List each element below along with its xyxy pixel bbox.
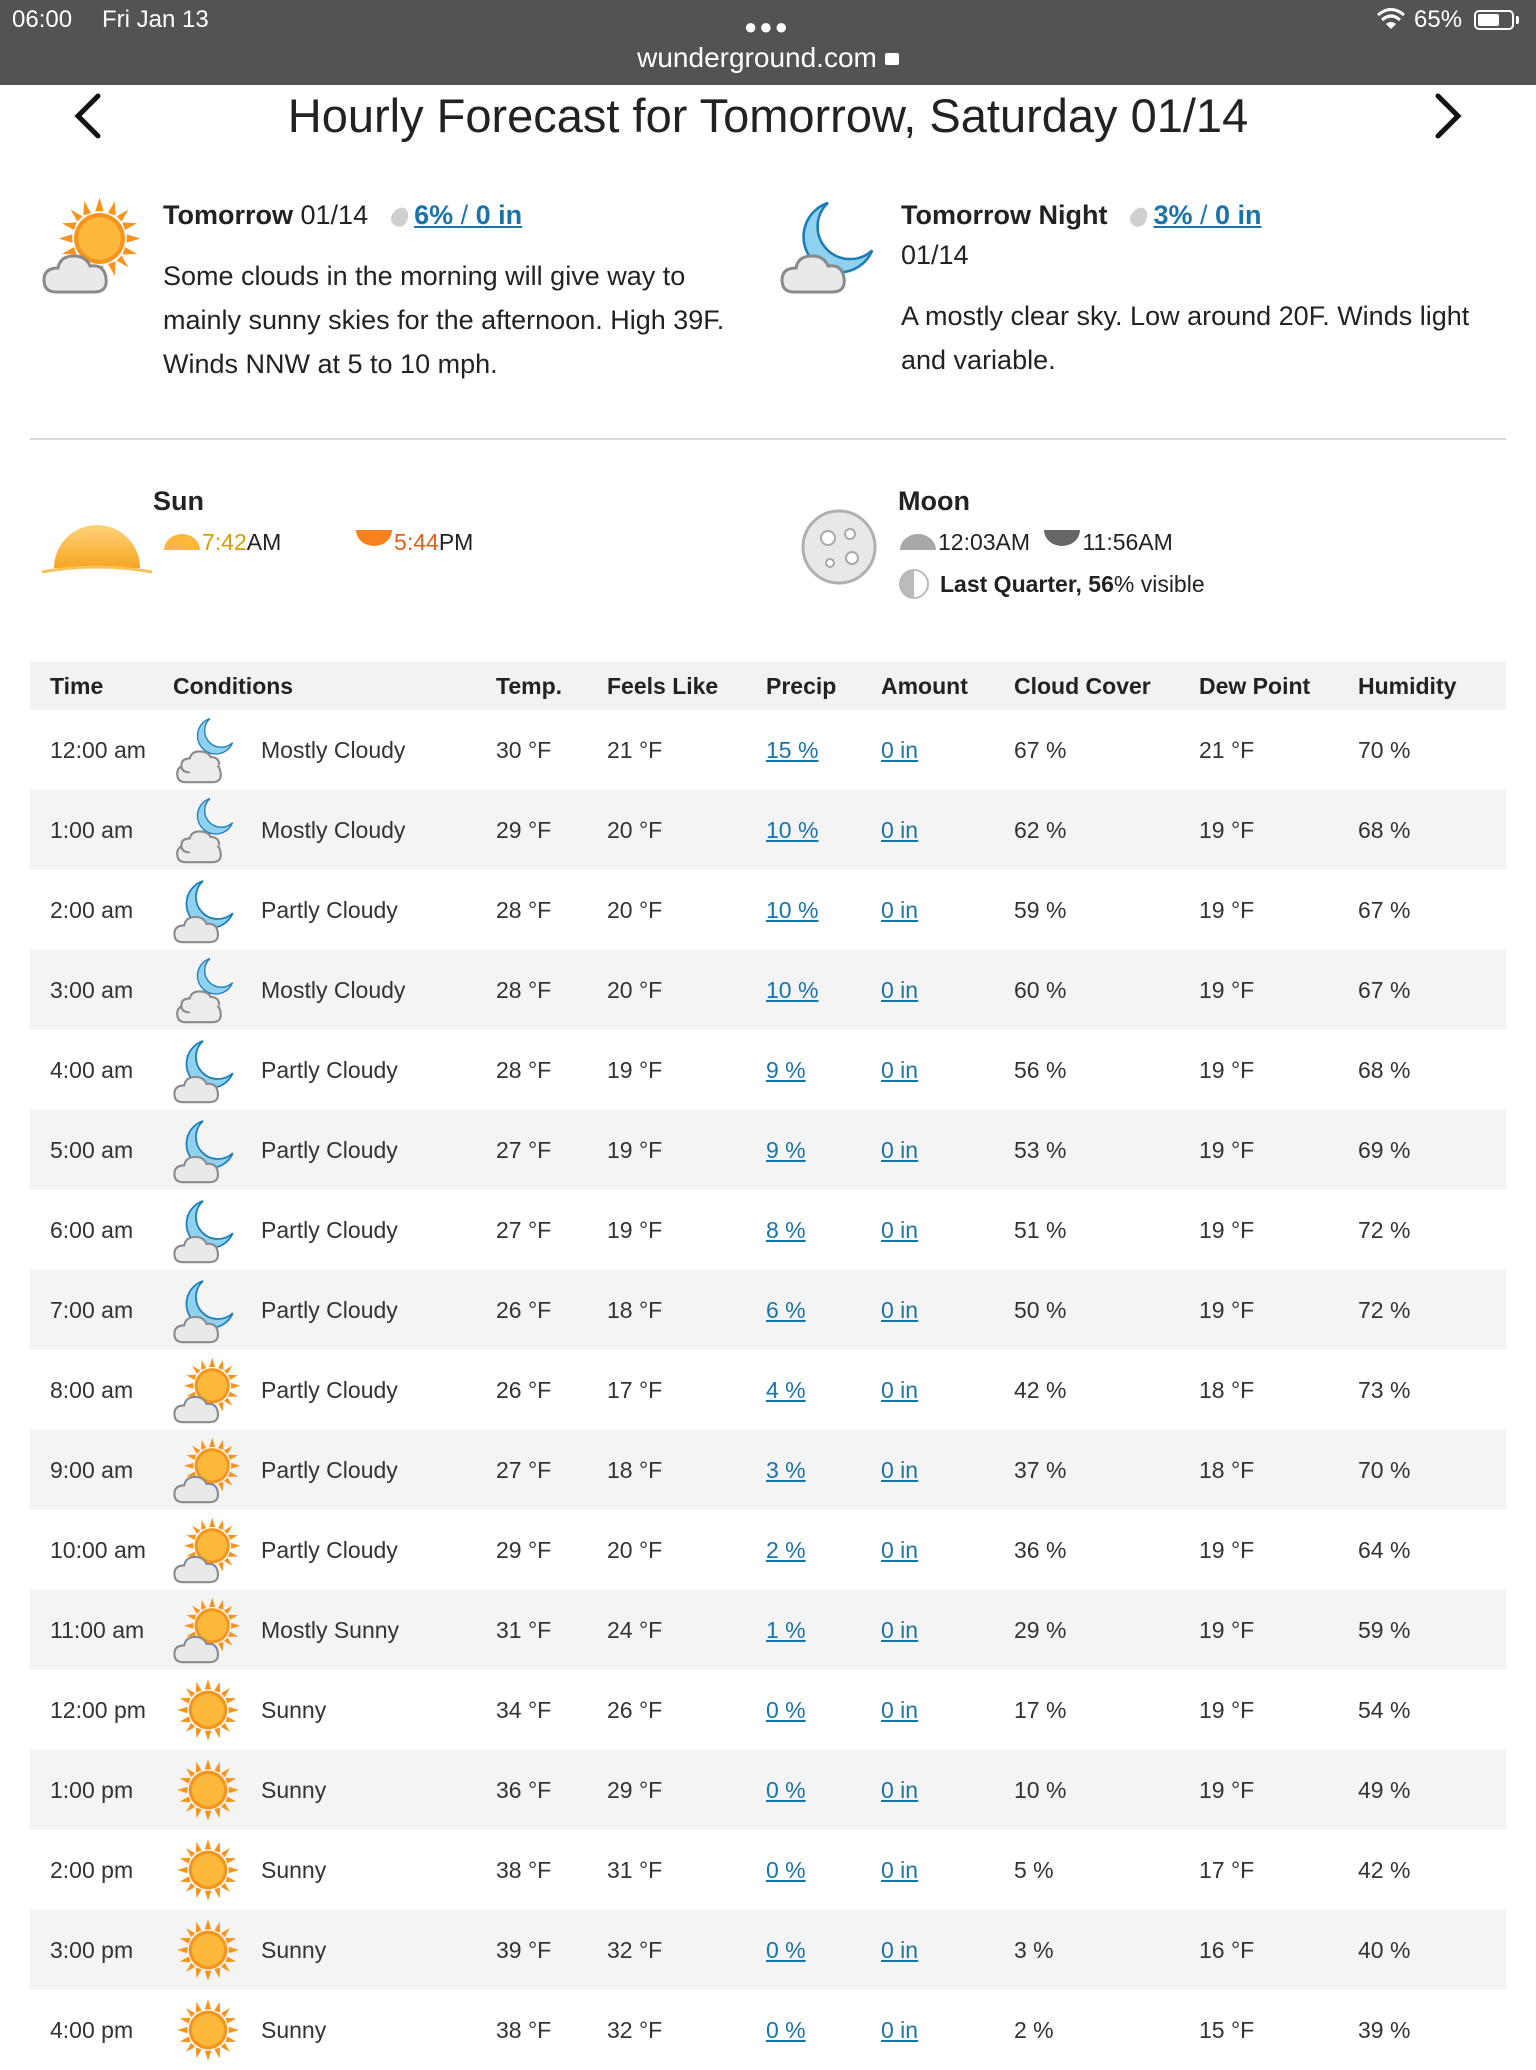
precip-cell: [766, 1270, 881, 1350]
table-row: [30, 1990, 1506, 2070]
conditions-cell: [173, 1910, 496, 1990]
temp-cell: 34 °F: [496, 1696, 552, 1723]
day-precip-link[interactable]: 6% / 0 in: [414, 200, 523, 230]
dew-point-cell: 18 °F: [1199, 1430, 1358, 1510]
conditions-cell: [173, 1190, 496, 1270]
partly-cloudy-night-icon: [173, 1115, 243, 1185]
temp-cell: 30 °F: [496, 736, 552, 763]
sunset-horizon-icon: [40, 520, 154, 574]
temp-cell: 31 °F: [496, 1590, 607, 1670]
conditions-cell: [173, 710, 496, 790]
page-title: Hourly Forecast for Tomorrow, Saturday 01/14: [287, 89, 1249, 142]
cloud-cover-cell: 62 %: [1014, 790, 1199, 870]
amount-cell: [881, 1430, 1014, 1510]
sunny-icon: [173, 1915, 243, 1985]
cloud-cover-cell: 60 %: [1014, 950, 1199, 1030]
night-date: 01/14: [901, 240, 969, 270]
temp-cell: 28 °F: [496, 1056, 552, 1083]
conditions-cell: [173, 950, 496, 1030]
dew-point-cell: 19 °F: [1199, 1110, 1358, 1190]
feels-like-cell: 24 °F: [607, 1590, 766, 1670]
cloud-cover-cell: 2 %: [1014, 2016, 1054, 2043]
conditions-cell: [173, 870, 496, 950]
cloud-cover-cell: 53 %: [1014, 1110, 1199, 1190]
table-row: [30, 1110, 1506, 1190]
time-cell: 6:00 am: [50, 1216, 134, 1243]
dew-point-cell: 19 °F: [1199, 950, 1358, 1030]
moon-phase: Last Quarter, 56% visible: [898, 568, 1205, 600]
amount-cell: [881, 950, 1014, 1030]
dew-point-cell: 19 °F: [1199, 1216, 1255, 1243]
humidity-cell: 59 %: [1358, 1590, 1506, 1670]
conditions-cell: [173, 1030, 496, 1110]
temp-cell: 29 °F: [496, 790, 607, 870]
precip-cell: [766, 1910, 881, 1990]
condition-label: Mostly Sunny: [261, 1616, 400, 1643]
status-bar: [0, 0, 1536, 85]
temp-cell: 28 °F: [496, 896, 552, 923]
column-header: Amount: [881, 662, 1014, 710]
amount-link[interactable]: 0 in: [881, 816, 919, 843]
cloud-cover-cell: 10 %: [1014, 1750, 1199, 1830]
feels-like-cell: 20 °F: [607, 896, 663, 923]
temp-cell: 39 °F: [496, 1910, 607, 1990]
battery-tip: [1516, 16, 1519, 24]
dew-point-cell: 19 °F: [1199, 1270, 1358, 1350]
sun-title: Sun: [153, 486, 204, 516]
amount-link[interactable]: 0 in: [881, 976, 919, 1003]
amount-link[interactable]: 0 in: [881, 1616, 919, 1643]
precip-cell: [766, 790, 881, 870]
column-header: Humidity: [1358, 662, 1506, 710]
column-header: Conditions: [173, 662, 496, 710]
amount-link[interactable]: 0 in: [881, 1696, 919, 1723]
partly-cloudy-night-icon: [173, 1035, 243, 1105]
condition-label: Sunny: [261, 1936, 327, 1963]
precip-link[interactable]: 15 %: [766, 736, 819, 763]
dew-point-cell: 15 °F: [1199, 2016, 1255, 2043]
url-text: wunderground.com: [637, 42, 877, 73]
condition-label: Partly Cloudy: [261, 1056, 398, 1083]
amount-cell: [881, 1910, 1014, 1990]
half-moon-icon: [898, 568, 930, 600]
conditions-cell: [173, 1350, 496, 1430]
precip-cell: [766, 1190, 881, 1270]
table-row: [30, 790, 1506, 870]
precip-cell: [766, 1670, 881, 1750]
amount-cell: [881, 1110, 1014, 1190]
mostly-sunny-icon: [173, 1595, 243, 1665]
amount-link[interactable]: 0 in: [881, 1456, 919, 1483]
moonset-icon: [1042, 528, 1082, 548]
humidity-cell: 72 %: [1358, 1270, 1506, 1350]
amount-link[interactable]: 0 in: [881, 1936, 919, 1963]
table-row: [30, 870, 1506, 950]
condition-label: Sunny: [261, 2016, 327, 2043]
dew-point-cell: 19 °F: [1199, 1590, 1358, 1670]
feels-like-cell: 19 °F: [607, 1110, 766, 1190]
amount-link[interactable]: 0 in: [881, 1776, 919, 1803]
condition-label: Mostly Cloudy: [261, 736, 406, 763]
condition-label: Partly Cloudy: [261, 896, 398, 923]
cloud-cover-cell: 56 %: [1014, 1056, 1067, 1083]
feels-like-cell: 19 °F: [607, 1216, 663, 1243]
partly-cloudy-night-icon: [780, 196, 880, 296]
humidity-cell: 42 %: [1358, 1856, 1411, 1883]
humidity-cell: 69 %: [1358, 1110, 1506, 1190]
precip-cell: [766, 1830, 881, 1910]
time-cell: 12:00 pm: [50, 1696, 146, 1723]
precip-cell: [766, 710, 881, 790]
battery-icon: [1474, 10, 1514, 30]
table-row: [30, 1190, 1506, 1270]
dew-point-cell: 19 °F: [1199, 1750, 1358, 1830]
time-cell: 12:00 am: [50, 736, 146, 763]
section-divider: [30, 438, 1506, 440]
night-precip-link[interactable]: 3% / 0 in: [1153, 200, 1262, 230]
sunset-icon: [354, 528, 394, 548]
day-label: Tomorrow: [163, 200, 293, 230]
precip-cell: [766, 1350, 881, 1430]
amount-cell: [881, 1510, 1014, 1590]
feels-like-cell: 20 °F: [607, 1536, 663, 1563]
humidity-cell: 67 %: [1358, 896, 1411, 923]
cloud-cover-cell: 67 %: [1014, 736, 1067, 763]
time-cell: 9:00 am: [30, 1430, 173, 1510]
humidity-cell: 39 %: [1358, 2016, 1411, 2043]
mostly-cloudy-night-icon: [173, 795, 243, 865]
amount-cell: [881, 1190, 1014, 1270]
table-row: [30, 1910, 1506, 1990]
condition-label: Sunny: [261, 1696, 327, 1723]
temp-cell: 38 °F: [496, 1856, 552, 1883]
feels-like-cell: 19 °F: [607, 1056, 663, 1083]
table-row: [30, 1510, 1506, 1590]
sunny-icon: [173, 1835, 243, 1905]
precip-cell: [766, 1750, 881, 1830]
mostly-cloudy-night-icon: [173, 955, 243, 1025]
temp-cell: 29 °F: [496, 1536, 552, 1563]
cloud-cover-cell: 50 %: [1014, 1270, 1199, 1350]
precip-link[interactable]: 0 %: [766, 2016, 806, 2043]
partly-cloudy-night-icon: [173, 1275, 243, 1345]
feels-like-cell: 18 °F: [607, 1270, 766, 1350]
sunny-icon: [173, 1755, 243, 1825]
dew-point-cell: 19 °F: [1199, 790, 1358, 870]
cloud-cover-cell: 37 %: [1014, 1430, 1199, 1510]
temp-cell: 38 °F: [496, 2016, 552, 2043]
feels-like-cell: 31 °F: [607, 1856, 663, 1883]
day-forecast-text: Some clouds in the morning will give way to mainly sunny skies for the afternoon. High 39F. Winds NNW at 5 to 10 mph.: [163, 261, 725, 379]
amount-link[interactable]: 0 in: [881, 1056, 919, 1083]
table-row: [30, 710, 1506, 790]
conditions-cell: [173, 1830, 496, 1910]
condition-label: Partly Cloudy: [261, 1456, 398, 1483]
feels-like-cell: 32 °F: [607, 2016, 663, 2043]
partly-cloudy-night-icon: [173, 875, 243, 945]
amount-link[interactable]: 0 in: [881, 1296, 919, 1323]
time-cell: 2:00 pm: [50, 1856, 134, 1883]
precip-link[interactable]: 1 %: [766, 1616, 806, 1643]
status-date: Fri Jan 13: [102, 6, 209, 33]
day-forecast-header: [163, 200, 522, 231]
moon-phase-icon: [800, 508, 878, 586]
temp-cell: 28 °F: [496, 950, 607, 1030]
conditions-cell: [173, 1270, 496, 1350]
precip-cell: [766, 950, 881, 1030]
time-cell: 5:00 am: [30, 1110, 173, 1190]
next-day-chevron-icon[interactable]: [1414, 86, 1474, 146]
moon-times: 12:03AM 11:56AM: [898, 528, 1173, 556]
cloud-cover-cell: 3 %: [1014, 1910, 1199, 1990]
precip-cell: [766, 1510, 881, 1590]
amount-cell: [881, 1270, 1014, 1350]
condition-label: Sunny: [261, 1856, 327, 1883]
precip-cell: [766, 1990, 881, 2070]
amount-cell: [881, 1990, 1014, 2070]
feels-like-cell: 20 °F: [607, 950, 766, 1030]
amount-link[interactable]: 0 in: [881, 1136, 919, 1163]
amount-link[interactable]: 0 in: [881, 1376, 919, 1403]
feels-like-cell: 18 °F: [607, 1430, 766, 1510]
precip-cell: [766, 870, 881, 950]
amount-cell: [881, 1350, 1014, 1430]
amount-link[interactable]: 0 in: [881, 896, 919, 923]
amount-link[interactable]: 0 in: [881, 1536, 919, 1563]
column-header: Dew Point: [1199, 662, 1358, 710]
dew-point-cell: 19 °F: [1199, 896, 1255, 923]
amount-link[interactable]: 0 in: [881, 2016, 919, 2043]
conditions-cell: [173, 1510, 496, 1590]
humidity-cell: 68 %: [1358, 1056, 1411, 1083]
precip-link[interactable]: 6 %: [766, 1296, 806, 1323]
time-cell: 8:00 am: [50, 1376, 134, 1403]
precip-link[interactable]: 0 %: [766, 1696, 806, 1723]
conditions-cell: [173, 1590, 496, 1670]
temp-cell: 26 °F: [496, 1376, 552, 1403]
time-cell: 2:00 am: [50, 896, 134, 923]
condition-label: Partly Cloudy: [261, 1376, 398, 1403]
precip-link[interactable]: 0 %: [766, 1776, 806, 1803]
precip-link[interactable]: 2 %: [766, 1536, 806, 1563]
dew-point-cell: 19 °F: [1199, 1696, 1255, 1723]
sunrise-icon: [162, 532, 202, 552]
wifi-icon: [1376, 8, 1406, 30]
table-row: [30, 950, 1506, 1030]
precip-link[interactable]: 9 %: [766, 1136, 806, 1163]
precip-link[interactable]: 10 %: [766, 816, 819, 843]
column-header: Cloud Cover: [1014, 662, 1199, 710]
time-cell: 3:00 pm: [30, 1910, 173, 1990]
feels-like-cell: 17 °F: [607, 1376, 663, 1403]
conditions-cell: [173, 1990, 496, 2070]
address-bar[interactable]: [0, 42, 1536, 74]
precip-cell: [766, 1430, 881, 1510]
feels-like-cell: 29 °F: [607, 1750, 766, 1830]
dew-point-cell: 19 °F: [1199, 1056, 1255, 1083]
conditions-cell: [173, 1110, 496, 1190]
precip-cell: [766, 1590, 881, 1670]
sunny-icon: [173, 1995, 243, 2065]
precip-link[interactable]: 4 %: [766, 1376, 806, 1403]
day-date: 01/14: [300, 200, 369, 230]
temp-cell: 36 °F: [496, 1750, 607, 1830]
precip-cell: [766, 1030, 881, 1110]
column-header: Temp.: [496, 662, 607, 710]
time-cell: 7:00 am: [30, 1270, 173, 1350]
partly-cloudy-day-icon: [173, 1355, 243, 1425]
humidity-cell: 68 %: [1358, 790, 1506, 870]
amount-cell: [881, 870, 1014, 950]
humidity-cell: 54 %: [1358, 1696, 1411, 1723]
condition-label: Partly Cloudy: [261, 1536, 398, 1563]
cloud-cover-cell: 36 %: [1014, 1536, 1067, 1563]
temp-cell: 27 °F: [496, 1110, 607, 1190]
precip-link[interactable]: 8 %: [766, 1216, 806, 1243]
cloud-cover-cell: 51 %: [1014, 1216, 1067, 1243]
time-cell: 1:00 am: [30, 790, 173, 870]
night-forecast-header: [901, 200, 1262, 231]
column-header: Feels Like: [607, 662, 766, 710]
time-cell: 1:00 pm: [30, 1750, 173, 1830]
feels-like-cell: 32 °F: [607, 1910, 766, 1990]
time-cell: 11:00 am: [30, 1590, 173, 1670]
amount-cell: [881, 1590, 1014, 1670]
dew-point-cell: 21 °F: [1199, 736, 1255, 763]
night-forecast-text: A mostly clear sky. Low around 20F. Winds light and variable.: [901, 301, 1470, 375]
battery-percent: 65%: [1414, 6, 1463, 33]
feels-like-cell: 21 °F: [607, 736, 663, 763]
time-cell: 4:00 pm: [50, 2016, 134, 2043]
cloud-cover-cell: 17 %: [1014, 1696, 1067, 1723]
time-cell: 4:00 am: [50, 1056, 134, 1083]
column-header: Time: [30, 662, 173, 710]
moonrise-icon: [898, 532, 938, 552]
precip-cell: [766, 1110, 881, 1190]
cloud-cover-cell: 42 %: [1014, 1376, 1067, 1403]
humidity-cell: 40 %: [1358, 1910, 1506, 1990]
dew-point-cell: 19 °F: [1199, 1536, 1255, 1563]
precip-link[interactable]: 0 %: [766, 1936, 806, 1963]
partly-cloudy-day-icon: [173, 1515, 243, 1585]
night-label: Tomorrow Night: [901, 200, 1108, 230]
conditions-cell: [173, 790, 496, 870]
table-row: [30, 1030, 1506, 1110]
sunny-icon: [173, 1675, 243, 1745]
table-row: [30, 1670, 1506, 1750]
amount-cell: [881, 710, 1014, 790]
partly-cloudy-day-icon: [42, 196, 142, 296]
condition-label: Sunny: [261, 1776, 327, 1803]
mostly-cloudy-night-icon: [173, 715, 243, 785]
time-cell: 10:00 am: [50, 1536, 146, 1563]
cloud-cover-cell: 59 %: [1014, 896, 1067, 923]
dew-point-cell: 16 °F: [1199, 1910, 1358, 1990]
humidity-cell: 70 %: [1358, 1430, 1506, 1510]
humidity-cell: 67 %: [1358, 950, 1506, 1030]
table-row: [30, 1270, 1506, 1350]
table-row: [30, 1590, 1506, 1670]
condition-label: Mostly Cloudy: [261, 976, 406, 1003]
precip-link[interactable]: 3 %: [766, 1456, 806, 1483]
sun-times: 7:42AM 5:44PM: [162, 528, 473, 556]
temp-cell: 26 °F: [496, 1270, 607, 1350]
table-row: [30, 1430, 1506, 1510]
table-row: [30, 1750, 1506, 1830]
table-row: [30, 1350, 1506, 1430]
amount-link[interactable]: 0 in: [881, 1216, 919, 1243]
amount-cell: [881, 790, 1014, 870]
feels-like-cell: 20 °F: [607, 790, 766, 870]
humidity-cell: 64 %: [1358, 1536, 1411, 1563]
moon-title: Moon: [898, 486, 970, 516]
table-header-row: [30, 662, 1506, 710]
conditions-cell: [173, 1430, 496, 1510]
humidity-cell: 70 %: [1358, 736, 1411, 763]
status-time: 06:00: [12, 6, 73, 33]
raindrop-icon: [1128, 204, 1152, 229]
temp-cell: 27 °F: [496, 1216, 552, 1243]
amount-link[interactable]: 0 in: [881, 736, 919, 763]
raindrop-icon: [388, 204, 412, 229]
dew-point-cell: 17 °F: [1199, 1856, 1255, 1883]
condition-label: Partly Cloudy: [261, 1296, 398, 1323]
humidity-cell: 73 %: [1358, 1376, 1411, 1403]
precip-link[interactable]: 10 %: [766, 896, 819, 923]
precip-link[interactable]: 9 %: [766, 1056, 806, 1083]
amount-cell: [881, 1030, 1014, 1110]
lock-icon: [885, 53, 899, 65]
partly-cloudy-day-icon: [173, 1435, 243, 1505]
humidity-cell: 72 %: [1358, 1216, 1411, 1243]
column-header: Precip: [766, 662, 881, 710]
amount-cell: [881, 1670, 1014, 1750]
amount-cell: [881, 1830, 1014, 1910]
humidity-cell: 49 %: [1358, 1750, 1506, 1830]
feels-like-cell: 26 °F: [607, 1696, 663, 1723]
more-dots-icon[interactable]: ●●●: [744, 14, 790, 39]
time-cell: 3:00 am: [30, 950, 173, 1030]
dew-point-cell: 18 °F: [1199, 1376, 1255, 1403]
amount-link[interactable]: 0 in: [881, 1856, 919, 1883]
hourly-table: [30, 662, 1506, 2070]
condition-label: Partly Cloudy: [261, 1216, 398, 1243]
cloud-cover-cell: 5 %: [1014, 1856, 1054, 1883]
precip-link[interactable]: 0 %: [766, 1856, 806, 1883]
cloud-cover-cell: 29 %: [1014, 1590, 1199, 1670]
condition-label: Mostly Cloudy: [261, 816, 406, 843]
conditions-cell: [173, 1670, 496, 1750]
partly-cloudy-night-icon: [173, 1195, 243, 1265]
conditions-cell: [173, 1750, 496, 1830]
condition-label: Partly Cloudy: [261, 1136, 398, 1163]
table-row: [30, 1830, 1506, 1910]
precip-link[interactable]: 10 %: [766, 976, 819, 1003]
amount-cell: [881, 1750, 1014, 1830]
temp-cell: 27 °F: [496, 1430, 607, 1510]
